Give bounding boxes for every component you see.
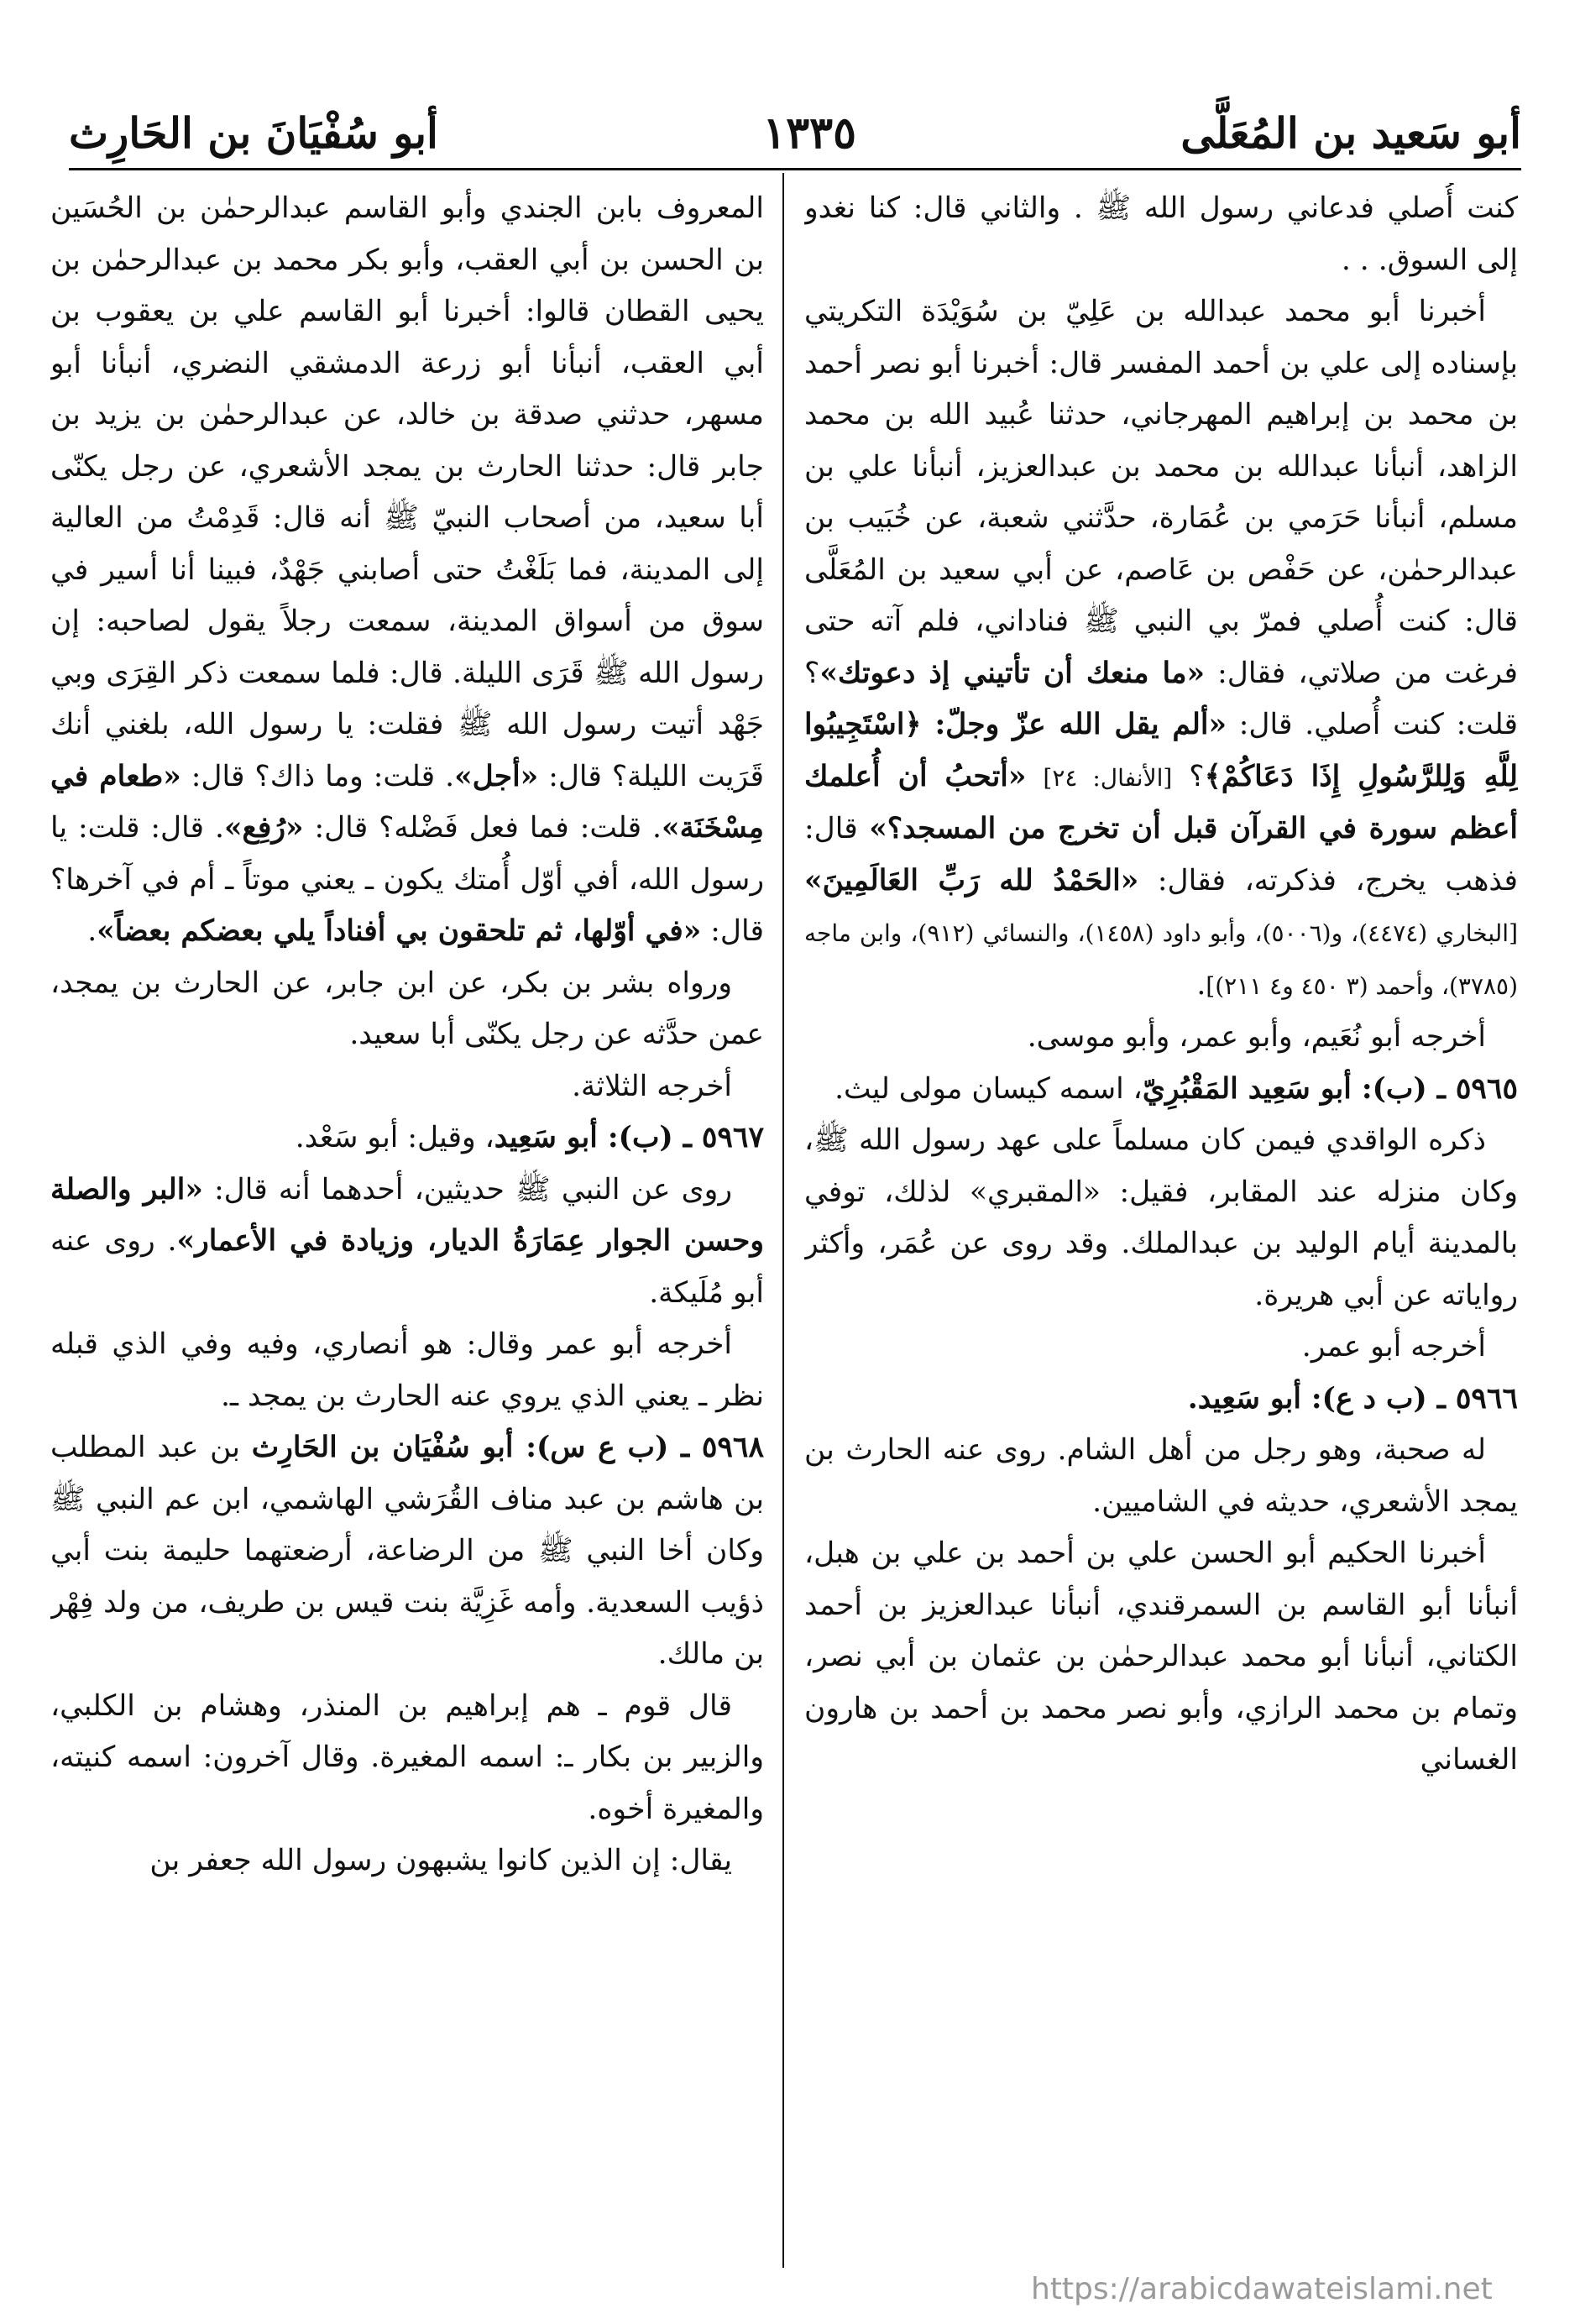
paragraph: أخرجه أبو نُعَيم، وأبو عمر، وأبو موسى.: [1027, 1020, 1486, 1054]
paragraph: يقال: إن الذين كانوا يشبهون رسول الله جعفر بن: [149, 1844, 732, 1877]
header-left-title: أبو سُفْيَانَ بن الحَارِث: [69, 107, 438, 158]
right-column: [804, 183, 1518, 2274]
paragraph: أخبرنا أبو محمد عبدالله بن عَلِيّ بن سُوَيْدَة التكريتي بإسناده إلى علي بن أحمد المفسر قال: أخبرنا أبو نصر أحمد بن محمد بن إبراهيم المهرجاني، حدثنا عُبيد الله بن محمد الزاهد، أنبأنا عبدالله بن محمد بن عبدالعزيز، أنبأنا علي بن مسلم، أنبأنا حَرَمي بن عُمَارة، حدَّثني شعبة، عن خُبَيب بن عبدالرحمٰن، عن حَفْص بن عَاصم، عن أبي سعيد بن المُعَلَّى قال: كنت أُصلي فمرّ بي النبي ﷺ فناداني، فلم آته حتى فرغت من صلاتي، فقال: «ما منعك أن تأتيني إذ دعوتك»؟ قلت: كنت أُصلي. قال: «ألم يقل الله عزّ وجلّ: ﴿اسْتَجِيبُوا لِلَّهِ وَلِلرَّسُولِ إِذَا دَعَاكُمْ﴾؟ [الأنفال: ٢٤] «أتحبُ أن أُعلمك أعظم سورة في القرآن قبل أن تخرج من المسجد؟» قال: فذهب يخرج، فذكرته، فقال: «الحَمْدُ لله رَبِّ العَالَمِينَ» [البخاري (٤٤٧٤)، و(٥٠٠٦)، وأبو داود (١٤٥٨)، والنسائي (٩١٢)، وابن ماجه (٣٧٨٥)، وأحمد (٣ ٤٥٠ و٤ ٢١١)].: [804, 295, 1518, 1002]
source-watermark: https://arabicdawateislami.net: [1031, 2272, 1493, 2306]
paragraph: ٥٩٦٨ ـ (ب ع س): أبو سُفْيَان بن الحَارِث بن عبد المطلب بن هاشم بن عبد مناف القُرَشي الهاشمي، ابن عم النبي ﷺ وكان أخا النبي ﷺ من الرضاعة، أرضعتهما حليمة بنت أبي ذؤيب السعدية. وأمه غَزِيَّة بنت قيس بن طريف، من ولد فِهْر بن مالك.: [50, 1431, 764, 1671]
column-divider: [782, 173, 784, 2268]
paragraph: المعروف بابن الجندي وأبو القاسم عبدالرحمٰن بن الحُسَين بن الحسن بن أبي العقب، وأبو بكر محمد بن عبدالرحمٰن بن يحيى القطان قالوا: أخبرنا أبو القاسم علي بن يعقوب بن أبي العقب، أنبأنا أبو زرعة الدمشقي النضري، أنبأنا أبو مسهر، حدثني صدقة بن خالد، عن عبدالرحمٰن بن يزيد بن جابر قال: حدثنا الحارث بن يمجد الأشعري، عن رجل يكنّى أبا سعيد، من أصحاب النبيّ ﷺ أنه قال: قَدِمْتُ من العالية إلى المدينة، فما بَلَغْتُ حتى أصابني جَهْدٌ، فبينا أنا أسير في سوق من أسواق المدينة، سمعت رجلاً يقول لصاحبه: إن رسول الله ﷺ قَرَى الليلة. قال: فلما سمعت ذكر القِرَى وبي جَهْد أتيت رسول الله ﷺ فقلت: يا رسول الله، بلغني أنك قَرَيت الليلة؟ قال: «أجل». قلت: وما ذاك؟ قال: «طعام في مِسْخَنَة». قلت: فما فعل فَضْله؟ قال: «رُفِع». قال: قلت: يا رسول الله، أفي أوّل أُمتك يكون ـ يعني موتاً ـ أم في آخرها؟ قال: «في أوّلها، ثم تلحقون بي أفناداً يلي بعضكم بعضاً».: [50, 191, 764, 948]
paragraph: قال قوم ـ هم إبراهيم بن المنذر، وهشام بن الكلبي، والزبير بن بكار ـ: اسمه المغيرة. وقال آخرون: اسمه كنيته، والمغيرة أخوه.: [50, 1688, 764, 1826]
header-rule: [69, 168, 1521, 170]
header-right-title: أبو سَعيد بن المُعَلَّى: [1180, 107, 1521, 158]
paragraph: أخرجه الثلاثة.: [572, 1069, 732, 1103]
paragraph: ورواه بشر بن بكر، عن ابن جابر، عن الحارث بن يمجد، عمن حدَّثه عن رجل يكنّى أبا سعيد.: [50, 966, 764, 1051]
paragraph: له صحبة، وهو رجل من أهل الشام. روى عنه الحارث بن يمجد الأشعري، حديثه في الشاميين.: [804, 1433, 1518, 1519]
paragraph: روى عن النبي ﷺ حديثين، أحدهما أنه قال: «البر والصلة وحسن الجوار عِمَارَةُ الديار، وزيادة في الأعمار». روى عنه أبو مُلَيكة.: [50, 1172, 764, 1310]
paragraph: كنت أُصلي فدعاني رسول الله ﷺ . والثاني قال: كنا نغدو إلى السوق. . .: [804, 191, 1518, 277]
paragraph: أخبرنا الحكيم أبو الحسن علي بن أحمد بن علي بن هبل، أنبأنا أبو القاسم بن السمرقندي، أنبأنا عبدالعزيز بن أحمد الكتاني، أنبأنا أبو محمد عبدالرحمٰن بن عثمان بن أبي نصر، وتمام بن محمد الرازي، وأبو نصر محمد بن أحمد بن هارون الغساني: [804, 1536, 1518, 1777]
page-header: [69, 99, 1521, 166]
paragraph: أخرجه أبو عمر.: [1301, 1330, 1486, 1364]
left-column: [50, 183, 764, 2274]
paragraph: ذكره الواقدي فيمن كان مسلماً على عهد رسول الله ﷺ، وكان منزله عند المقابر، فقيل: «المقبري» لذلك، توفي بالمدينة أيام الوليد بن عبدالملك. وقد روى عن عُمَر، وأكثر رواياته عن أبي هريرة.: [804, 1123, 1518, 1312]
paragraph: ٥٩٦٥ ـ (ب): أبو سَعِيد المَقْبُرِيّ، اسمه كيسان مولى ليث.: [834, 1071, 1518, 1106]
paragraph: أخرجه أبو عمر وقال: هو أنصاري، وفيه وفي الذي قبله نظر ـ يعني الذي يروي عنه الحارث بن يمجد ـ.: [50, 1327, 764, 1413]
paragraph: ٥٩٦٦ ـ (ب د ع): أبو سَعِيد.: [1187, 1381, 1518, 1416]
paragraph: ٥٩٦٧ ـ (ب): أبو سَعِيد، وقيل: أبو سَعْد.: [295, 1121, 764, 1154]
page-number: ١٣٣٥: [762, 107, 857, 159]
